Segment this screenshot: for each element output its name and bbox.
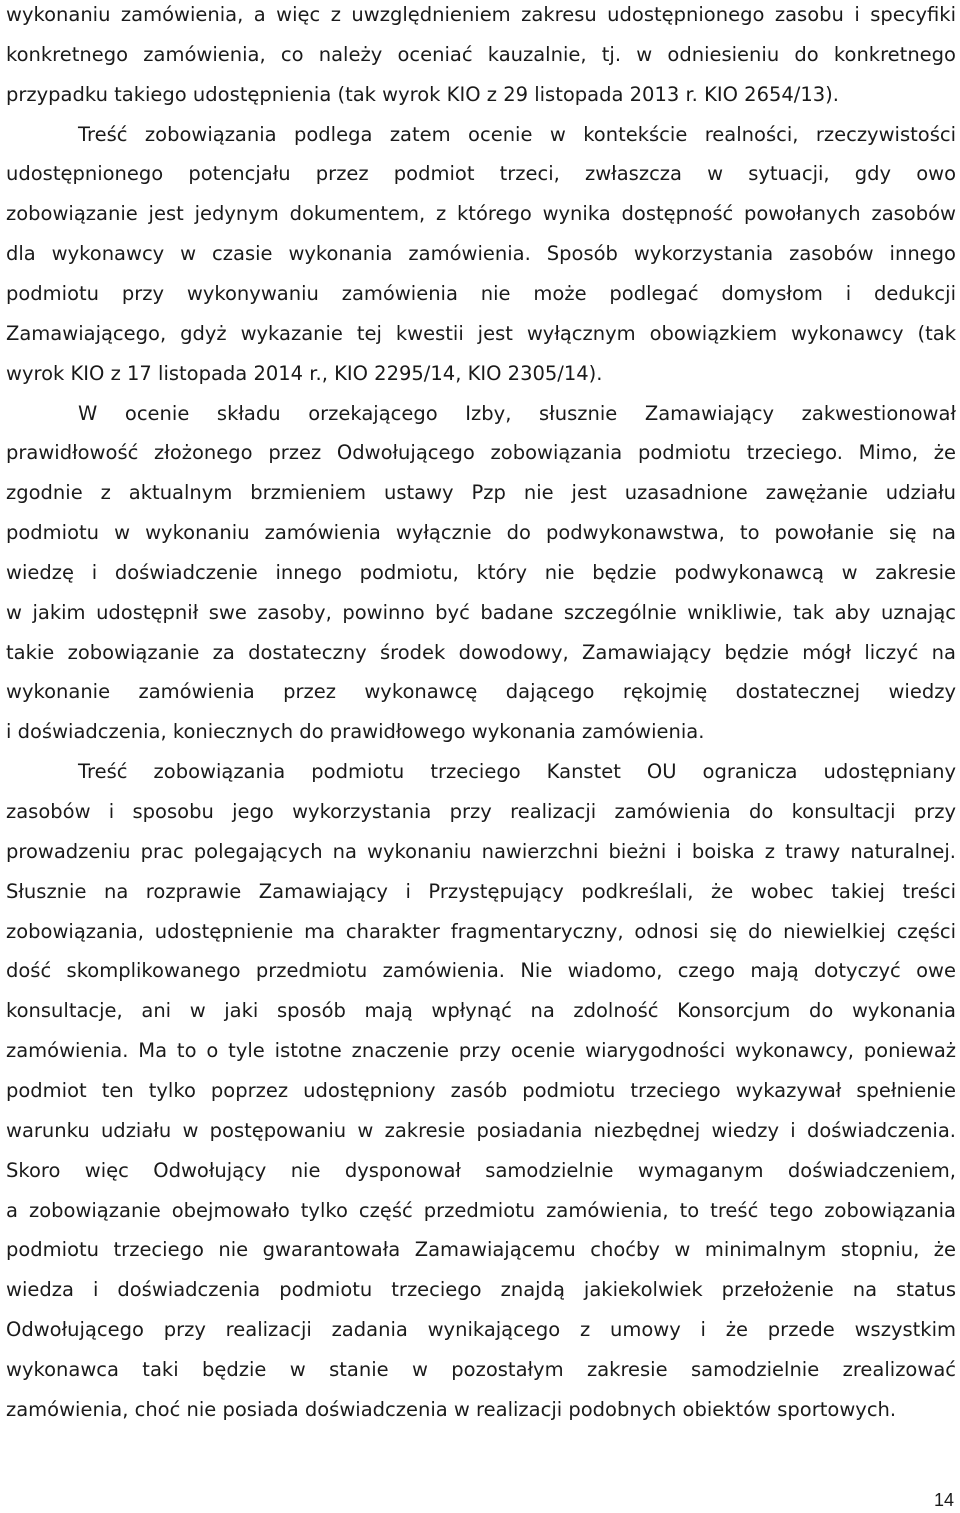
text-line: zasobów i sposobu jego wykorzystania przy realizacji zamówienia do konsultacji przy bbox=[6, 800, 956, 823]
text-line: a zobowiązanie obejmowało tylko część przedmiotu zamówienia, to treść tego zobowiązania bbox=[6, 1199, 956, 1222]
text-line: Słusznie na rozprawie Zamawiający i Przystępujący podkreślali, że wobec takiej treści bbox=[6, 880, 956, 903]
text-line: konsultacje, ani w jaki sposób mają wpłynąć na zdolność Konsorcjum do wykonania bbox=[6, 999, 956, 1022]
text-line: wyrok KIO z 17 listopada 2014 r., KIO 2295/14, KIO 2305/14). bbox=[6, 362, 603, 385]
text-line: dla wykonawcy w czasie wykonania zamówienia. Sposób wykorzystania zasobów innego bbox=[6, 242, 956, 265]
text-line: podmiotu trzeciego nie gwarantowała Zamawiającemu choćby w minimalnym stopniu, że bbox=[6, 1238, 956, 1261]
text-line: Treść zobowiązania podmiotu trzeciego Kanstet OU ogranicza udostępniany bbox=[78, 760, 956, 783]
text-line: podmiot ten tylko poprzez udostępniony zasób podmiotu trzeciego wykazywał spełnienie bbox=[6, 1079, 956, 1102]
text-line: warunku udziału w postępowaniu w zakresie posiadania niezbędnej wiedzy i doświadczenia. bbox=[6, 1119, 956, 1142]
text-line: zgodnie z aktualnym brzmieniem ustawy Pzp nie jest uzasadnione zawężanie udziału bbox=[6, 481, 956, 504]
text-line: przypadku takiego udostępnienia (tak wyrok KIO z 29 listopada 2013 r. KIO 2654/13). bbox=[6, 83, 839, 106]
text-line: konkretnego zamówienia, co należy oceniać kauzalnie, tj. w odniesieniu do konkretnego bbox=[6, 43, 956, 66]
text-line: podmiotu przy wykonywaniu zamówienia nie może podlegać domysłom i dedukcji bbox=[6, 282, 956, 305]
text-line: prowadzeniu prac polegających na wykonaniu nawierzchni bieżni i boiska z trawy naturalnej. bbox=[6, 840, 956, 863]
text-line: Skoro więc Odwołujący nie dysponował samodzielnie wymaganym doświadczeniem, bbox=[6, 1159, 956, 1182]
text-line: takie zobowiązanie za dostateczny środek dowodowy, Zamawiający będzie mógł liczyć na bbox=[6, 641, 956, 664]
text-line: zobowiązania, udostępnienie ma charakter fragmentaryczny, odnosi się do niewielkiej części bbox=[6, 920, 956, 943]
text-line: i doświadczenia, koniecznych do prawidłowego wykonania zamówienia. bbox=[6, 720, 705, 743]
text-line: wykonawca taki będzie w stanie w pozostałym zakresie samodzielnie zrealizować bbox=[6, 1358, 956, 1381]
text-line: dość skomplikowanego przedmiotu zamówienia. Nie wiadomo, czego mają dotyczyć owe bbox=[6, 959, 956, 982]
text-line: zamówienia. Ma to o tyle istotne znaczenie przy ocenie wiarygodności wykonawcy, ponieważ bbox=[6, 1039, 956, 1062]
text-line: w jakim udostępnił swe zasoby, powinno być badane szczególnie wnikliwie, tak aby uznając bbox=[6, 601, 956, 624]
text-line: wykonaniu zamówienia, a więc z uwzględnieniem zakresu udostępnionego zasobu i specyfiki bbox=[6, 3, 956, 26]
text-line: wykonanie zamówienia przez wykonawcę dającego rękojmię dostatecznej wiedzy bbox=[6, 680, 956, 703]
text-line: Odwołującego przy realizacji zadania wynikającego z umowy i że przede wszystkim bbox=[6, 1318, 956, 1341]
text-line: Zamawiającego, gdyż wykazanie tej kwestii jest wyłącznym obowiązkiem wykonawcy (tak bbox=[6, 322, 956, 345]
text-line: wiedza i doświadczenia podmiotu trzeciego znajdą jakiekolwiek przełożenie na status bbox=[6, 1278, 956, 1301]
text-line: podmiotu w wykonaniu zamówienia wyłącznie do podwykonawstwa, to powołanie się na bbox=[6, 521, 956, 544]
page-number: 14 bbox=[933, 1490, 954, 1510]
text-line: zobowiązanie jest jedynym dokumentem, z którego wynika dostępność powołanych zasobów bbox=[6, 202, 956, 225]
text-line: wiedzę i doświadczenie innego podmiotu, który nie będzie podwykonawcą w zakresie bbox=[6, 561, 956, 584]
text-line: prawidłowość złożonego przez Odwołującego zobowiązania podmiotu trzeciego. Mimo, że bbox=[6, 441, 956, 464]
text-line: zamówienia, choć nie posiada doświadczenia w realizacji podobnych obiektów sportowych. bbox=[6, 1398, 897, 1421]
text-line: udostępnionego potencjału przez podmiot trzeci, zwłaszcza w sytuacji, gdy owo bbox=[6, 162, 956, 185]
text-line: Treść zobowiązania podlega zatem ocenie w kontekście realności, rzeczywistości bbox=[78, 123, 956, 146]
text-line: W ocenie składu orzekającego Izby, słusznie Zamawiający zakwestionował bbox=[78, 402, 956, 425]
